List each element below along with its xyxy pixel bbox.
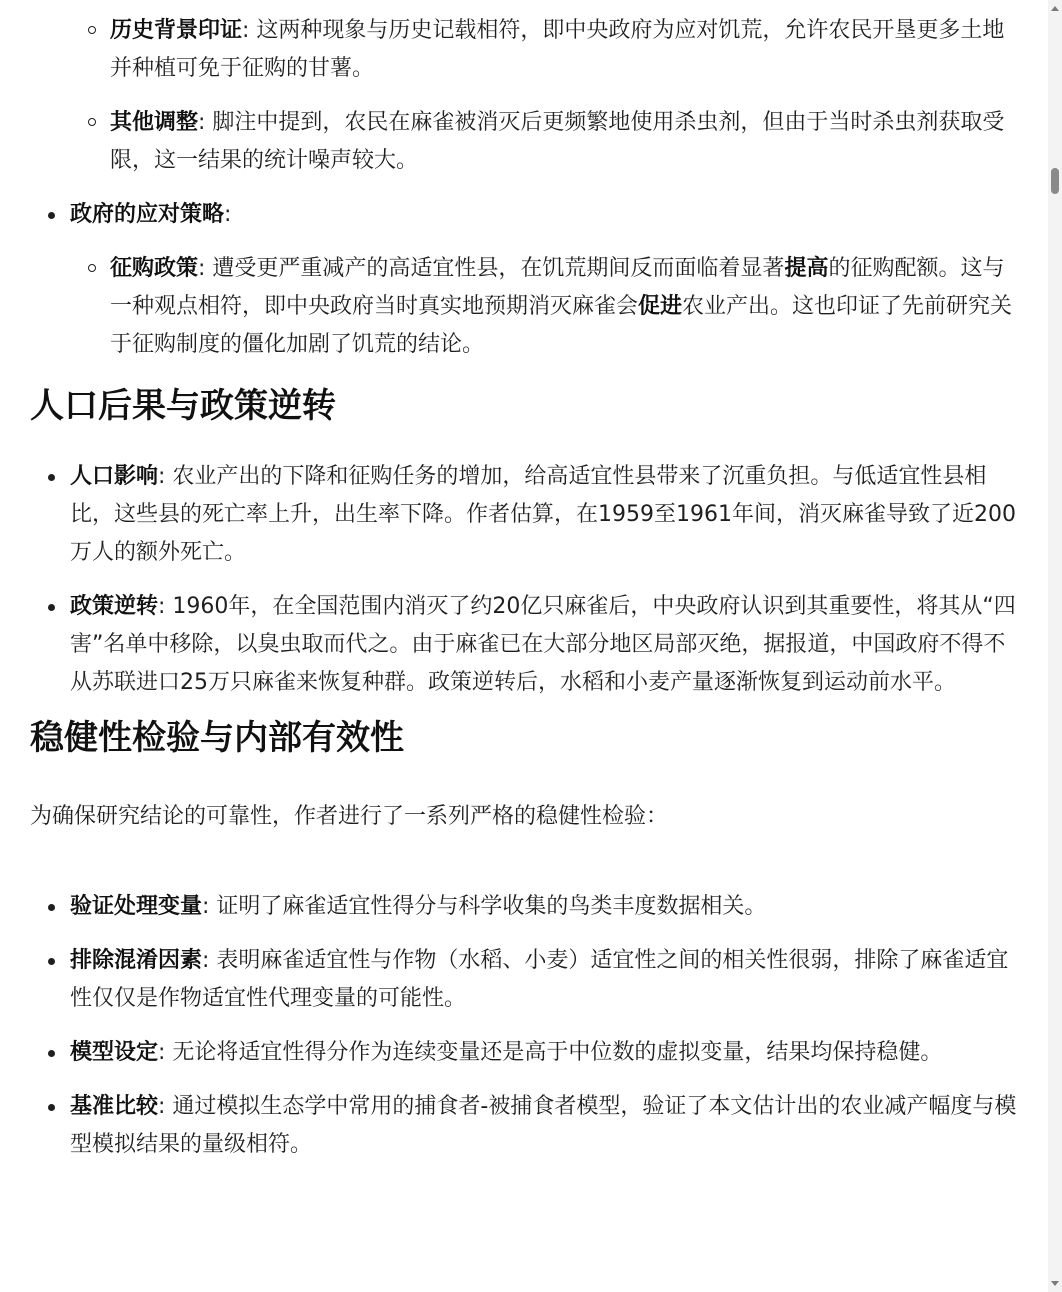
item-label: 征购政策 xyxy=(110,256,199,281)
item-text: : 脚注中提到，农民在麻雀被消灭后更频繁地使用杀虫剂，但由于当时杀虫剂获取受限，这一结果的统计噪声较大。 xyxy=(110,110,1005,173)
item-label: 基准比较 xyxy=(70,1094,159,1119)
government-response-list xyxy=(30,196,1020,234)
list-item-other-adjustments xyxy=(30,104,1020,180)
sub-list-procurement xyxy=(30,250,1020,364)
list-item-model-specification xyxy=(30,1034,1020,1072)
item-label: 人口影响 xyxy=(70,464,159,489)
section-heading-robustness: 稳健性检验与内部有效性 xyxy=(30,718,404,758)
section-heading-population: 人口后果与政策逆转 xyxy=(30,386,336,426)
list-item-historical-context xyxy=(30,12,1020,88)
scroll-down-arrow-icon[interactable] xyxy=(1051,1281,1059,1286)
robustness-intro: 为确保研究结论的可靠性，作者进行了一系列严格的稳健性检验： xyxy=(30,804,669,829)
emphasis-increase: 提高 xyxy=(784,256,829,281)
item-label: 历史背景印证 xyxy=(110,18,243,43)
item-text: : 无论将适宜性得分作为连续变量还是高于中位数的虚拟变量，结果均保持稳健。 xyxy=(158,1040,943,1065)
item-text: : 遭受更严重减产的高适宜性县，在饥荒期间反而面临着显著 xyxy=(198,256,785,281)
item-label: 模型设定 xyxy=(70,1040,159,1065)
item-label: 验证处理变量 xyxy=(70,894,203,919)
list-item-population-impact xyxy=(30,458,1020,572)
list-item-policy-reversal xyxy=(30,588,1020,702)
item-text: : 农业产出的下降和征购任务的增加，给高适宜性县带来了沉重负担。与低适宜性县相比，这些县的死亡率上升，出生率下降。作者估算，在1959至1961年间，消灭麻雀导致了近200万人的额外死亡。 xyxy=(70,464,1016,565)
scroll-thumb[interactable] xyxy=(1051,168,1059,194)
robustness-list xyxy=(30,888,1020,1164)
vertical-scrollbar[interactable] xyxy=(1048,0,1062,1292)
item-text: : 通过模拟生态学中常用的捕食者-被捕食者模型，验证了本文估计出的农业减产幅度与模型模拟结果的量级相符。 xyxy=(70,1094,1017,1157)
item-label: 政府的应对策略 xyxy=(70,202,225,227)
list-item-exclude-confounders xyxy=(30,942,1020,1018)
item-text: : 表明麻雀适宜性与作物（水稻、小麦）适宜性之间的相关性很弱，排除了麻雀适宜性仅仅是作物适宜性代理变量的可能性。 xyxy=(70,948,1009,1011)
item-label: 排除混淆因素 xyxy=(70,948,203,973)
item-text: : 这两种现象与历史记载相符，即中央政府为应对饥荒，允许农民开垦更多土地并种植可免于征购的甘薯。 xyxy=(110,18,1005,81)
item-label: 其他调整 xyxy=(110,110,199,135)
item-text: 农业产出。这也印证了先前研究关于征购制度的僵化加剧了饥荒的结论。 xyxy=(110,294,1013,357)
list-item-procurement-policy xyxy=(30,250,1020,364)
item-text: : 1960年，在全国范围内消灭了约20亿只麻雀后，中央政府认识到其重要性，将其从“四害”名单中移除，以臭虫取而代之。由于麻雀已在大部分地区局部灭绝，据报道，中国政府不得不从苏联进口25万只麻雀来恢复种群。政策逆转后，水稻和小麦产量逐渐恢复到运动前水平。 xyxy=(70,594,1016,695)
list-item-benchmark-comparison xyxy=(30,1088,1020,1164)
emphasis-promote: 促进 xyxy=(638,294,683,319)
sub-list-intro xyxy=(30,12,1020,180)
scroll-up-arrow-icon[interactable] xyxy=(1051,6,1059,11)
item-text: 的征购配额。这与一种观点相符，即中央政府当时真实地预期消灭麻雀会 xyxy=(110,256,1005,319)
article-content xyxy=(30,0,1020,1292)
item-label: 政策逆转 xyxy=(70,594,159,619)
item-colon: : xyxy=(224,202,232,227)
item-text: : 证明了麻雀适宜性得分与科学收集的鸟类丰度数据相关。 xyxy=(202,894,767,919)
list-item-validate-treatment xyxy=(30,888,1020,926)
population-list xyxy=(30,458,1020,702)
list-item-government-response xyxy=(30,196,1020,234)
